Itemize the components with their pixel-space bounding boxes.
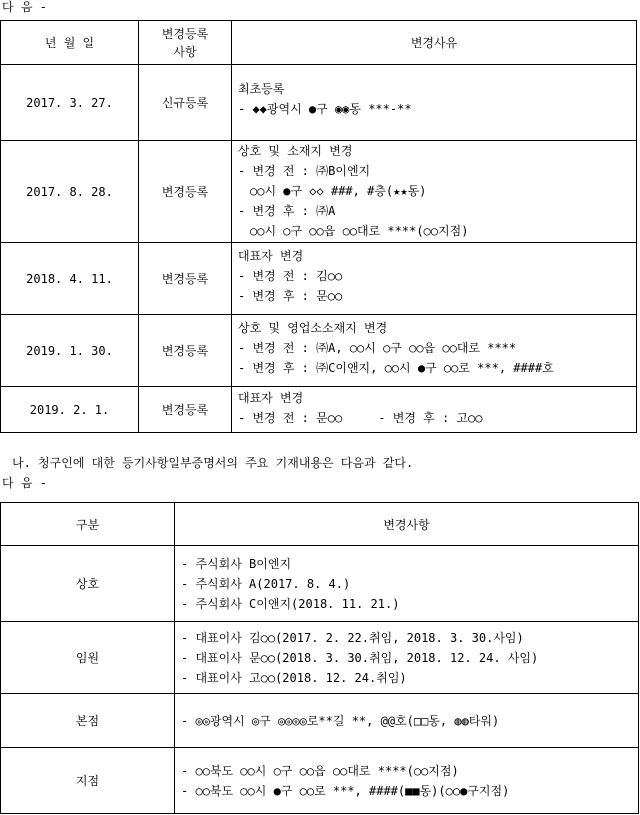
table-row xyxy=(1,694,639,748)
row-items xyxy=(175,694,639,748)
item-line: - 주식회사 A(2017. 8. 4.) xyxy=(181,576,351,591)
header-date: 년 월 일 xyxy=(1,21,139,65)
item-line: - 대표이사 김○○(2017. 2. 22.취임, 2018. 3. 30.사임) xyxy=(181,630,524,645)
reason-line: - 변경 전 : 김○○ xyxy=(238,269,343,283)
header-reason: 변경사유 xyxy=(232,21,637,65)
header-category: 구분 xyxy=(1,503,175,546)
section2-intro: 나. 청구인에 대한 등기사항일부증명서의 주요 기재내용은 다음과 같다. xyxy=(12,456,414,470)
reason-line: - 변경 전 : ㈜B이엔지 xyxy=(238,164,371,178)
row-reason xyxy=(232,387,637,433)
header-type: 변경등록 사항 xyxy=(139,21,232,65)
row-category: 임원 xyxy=(1,622,175,694)
row-reason xyxy=(232,315,637,387)
item-line: - 주식회사 B이엔지 xyxy=(181,556,292,571)
row-items xyxy=(175,546,639,622)
reason-line: ○○시 ●구 ◇◇ ###, #층(★★동) xyxy=(250,184,427,198)
item-line: - ◎◎광역시 ◎구 ◎◎◎◎로**길 **, @@호(□□동, ◍◍타워) xyxy=(181,713,500,728)
table-header-row xyxy=(1,21,637,65)
table-row xyxy=(1,243,637,315)
row-type: 변경등록 xyxy=(139,315,232,387)
table-row xyxy=(1,65,637,141)
table-row xyxy=(1,748,639,814)
item-line: - 주식회사 C이앤지(2018. 11. 21.) xyxy=(181,596,400,611)
row-reason xyxy=(232,243,637,315)
table-header-row xyxy=(1,503,639,546)
reason-line: 대표자 변경 xyxy=(238,391,304,405)
row-date: 2017. 8. 28. xyxy=(1,141,139,243)
table-row xyxy=(1,387,637,433)
row-type: 변경등록 xyxy=(139,387,232,433)
row-date: 2017. 3. 27. xyxy=(1,65,139,141)
row-category: 지점 xyxy=(1,748,175,814)
row-date: 2019. 1. 30. xyxy=(1,315,139,387)
header-items: 변경사항 xyxy=(175,503,639,546)
item-line: - 대표이사 문○○(2018. 3. 30.취임, 2018. 12. 24. 사임) xyxy=(181,650,539,665)
row-items xyxy=(175,622,639,694)
table-row xyxy=(1,141,637,243)
table-row xyxy=(1,315,637,387)
row-type: 변경등록 xyxy=(139,141,232,243)
row-items xyxy=(175,748,639,814)
row-date: 2018. 4. 11. xyxy=(1,243,139,315)
item-line: - 대표이사 고○○(2018. 12. 24.취임) xyxy=(181,670,407,685)
row-date: 2019. 2. 1. xyxy=(1,387,139,433)
row-reason xyxy=(232,65,637,141)
row-category: 본점 xyxy=(1,694,175,748)
reason-line: 대표자 변경 xyxy=(238,249,304,263)
item-line: - ○○북도 ○○시 ○구 ○○읍 ○○대로 ****(○○지점) xyxy=(181,763,459,778)
reason-line: - 변경 후 : ㈜A xyxy=(238,204,336,218)
reason-line: - 변경 전 : 문○○ - 변경 후 : 고○○ xyxy=(238,411,483,425)
table-row xyxy=(1,546,639,622)
reason-line: 상호 및 영업소소재지 변경 xyxy=(238,321,388,335)
section2-title: 다 음 - xyxy=(2,476,47,490)
reason-line: - ◆◆광역시 ●구 ◉◉동 ***-** xyxy=(238,102,412,116)
reason-line: ○○시 ○구 ○○읍 ○○대로 ****(○○지점) xyxy=(250,224,469,238)
reason-line: 최초등록 xyxy=(238,82,285,96)
reason-line: 상호 및 소재지 변경 xyxy=(238,144,353,158)
row-type: 변경등록 xyxy=(139,243,232,315)
section1-title: 다 음 - xyxy=(2,0,47,14)
item-line: - ○○북도 ○○시 ●구 ○○로 ***, ####(■■동)(○○●구지점) xyxy=(181,783,510,798)
registration-history-table xyxy=(0,20,637,433)
row-reason xyxy=(232,141,637,243)
registry-summary-table xyxy=(0,502,639,814)
reason-line: - 변경 후 : ㈜C이앤지, ○○시 ●구 ○○로 ***, ####호 xyxy=(238,361,554,375)
row-type: 신규등록 xyxy=(139,65,232,141)
table-row xyxy=(1,622,639,694)
reason-line: - 변경 후 : 문○○ xyxy=(238,289,343,303)
row-category: 상호 xyxy=(1,546,175,622)
reason-line: - 변경 전 : ㈜A, ○○시 ○구 ○○읍 ○○대로 **** xyxy=(238,341,517,355)
